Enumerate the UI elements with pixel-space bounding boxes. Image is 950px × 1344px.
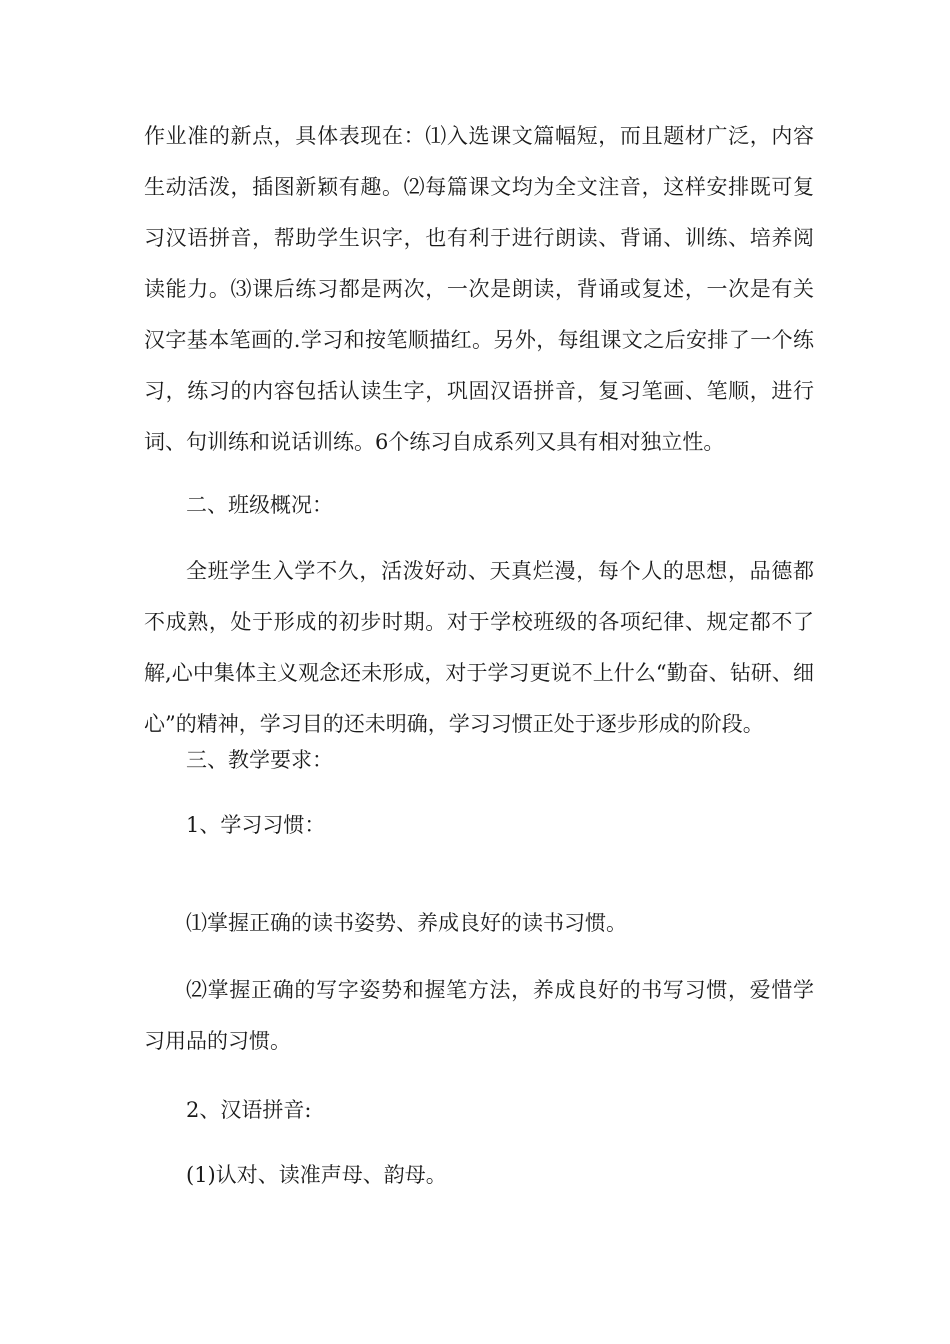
subheading-study-habits: 1、学习习惯： bbox=[186, 813, 326, 837]
item-initials-finals: (1)认对、读准声母、韵母。 bbox=[186, 1163, 447, 1187]
paragraph-class-overview: 全班学生入学不久，活泼好动、天真烂漫，每个人的思想，品德都不成熟，处于形成的初步时期。对于学校班级的各项纪律、规定都不了解,心中集体主义观念还未形成，对于学习更说不上什么“勤奋、钻研、细心”的精神，学习目的还未明确，学习习惯正处于逐步形成的阶段。 bbox=[144, 559, 814, 736]
heading-class-overview: 二、班级概况： bbox=[186, 493, 333, 517]
item-reading-posture: ⑴掌握正确的读书姿势、养成良好的读书习惯。 bbox=[186, 911, 627, 935]
paragraph-textbook-features: 作业准的新点，具体表现在：⑴入选课文篇幅短，而且题材广泛，内容生动活泼，插图新颖有趣。⑵每篇课文均为全文注音，这样安排既可复习汉语拼音，帮助学生识字，也有利于进行朗读、背诵、训练、培养阅读能力。⑶课后练习都是两次，一次是朗读，背诵或复述，一次是有关汉字基本笔画的.学习和按笔顺描红。另外，每组课文之后安排了一个练习，练习的内容包括认读生字，巩固汉语拼音，复习笔画、笔顺，进行词、句训练和说话训练。6个练习自成系列又具有相对独立性。 bbox=[144, 124, 814, 454]
item-writing-posture: ⑵掌握正确的写字姿势和握笔方法，养成良好的书写习惯，爱惜学习用品的习惯。 bbox=[144, 978, 814, 1053]
subheading-pinyin: 2、汉语拼音: bbox=[186, 1098, 312, 1122]
heading-teaching-requirements: 三、教学要求： bbox=[186, 748, 333, 772]
